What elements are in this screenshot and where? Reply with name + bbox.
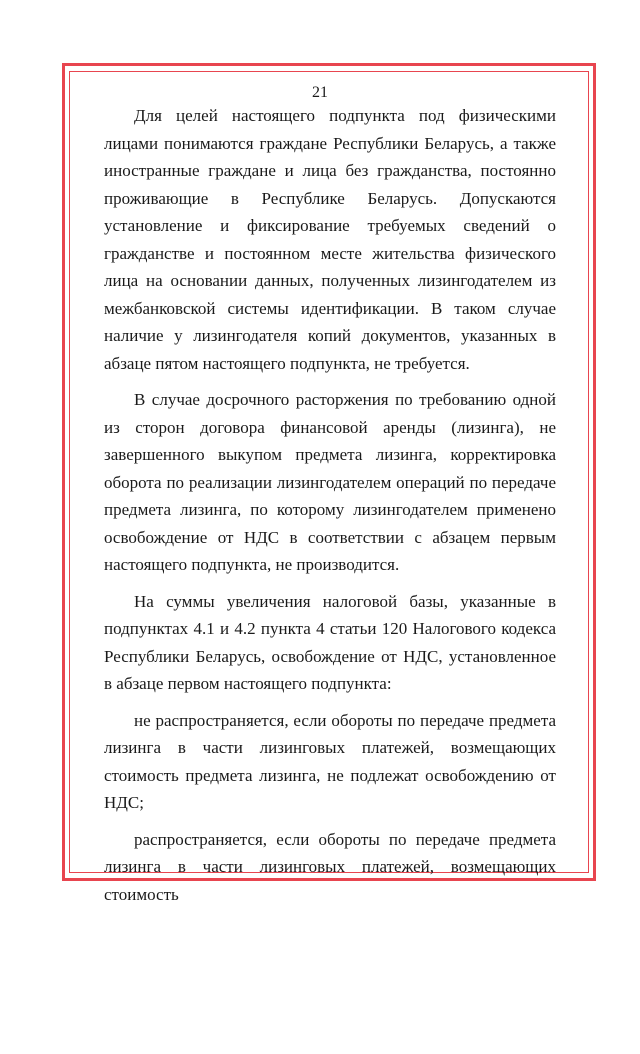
page-number: 21 (312, 84, 328, 101)
document-body (104, 102, 556, 908)
paragraph-early-termination: В случае досрочного расторжения по требованию одной из сторон договора финансовой аренды (лизинга), не завершенного выкупом предмета лизинга, корректировка оборота по реализации лизингодателем операций по передаче предмета лизинга, по которому лизингодателем применено освобождение от НДС в соответствии с абзацем первым настоящего подпункта, не производится. (104, 390, 556, 574)
paragraph-tax-base-increase: На суммы увеличения налоговой базы, указанные в подпунктах 4.1 и 4.2 пункта 4 статьи 120 Налогового кодекса Республики Беларусь, освобождение от НДС, установленное в абзаце первом настоящего подпункта: (104, 591, 556, 693)
paragraph-not-applicable: не распространяется, если обороты по передаче предмета лизинга в части лизинговых платежей, возмещающих стоимость предмета лизинга, не подлежат освобождению от НДС; (104, 710, 556, 812)
paragraph-applicable: распространяется, если обороты по передаче предмета лизинга в части лизинговых платежей, возмещающих стоимость (104, 829, 556, 904)
paragraph-physical-persons-definition: Для целей настоящего подпункта под физическими лицами понимаются граждане Республики Беларусь, а также иностранные граждане и лица без гражданства, постоянно проживающие в Республике Беларусь. Допускаются установление и фиксирование требуемых сведений о гражданстве и постоянном месте жительства физического лица на основании данных, полученных лизингодателем из межбанковской системы идентификации. В таком случае наличие у лизингодателя копий документов, указанных в абзаце пятом настоящего подпункта, не требуется. (104, 106, 556, 373)
